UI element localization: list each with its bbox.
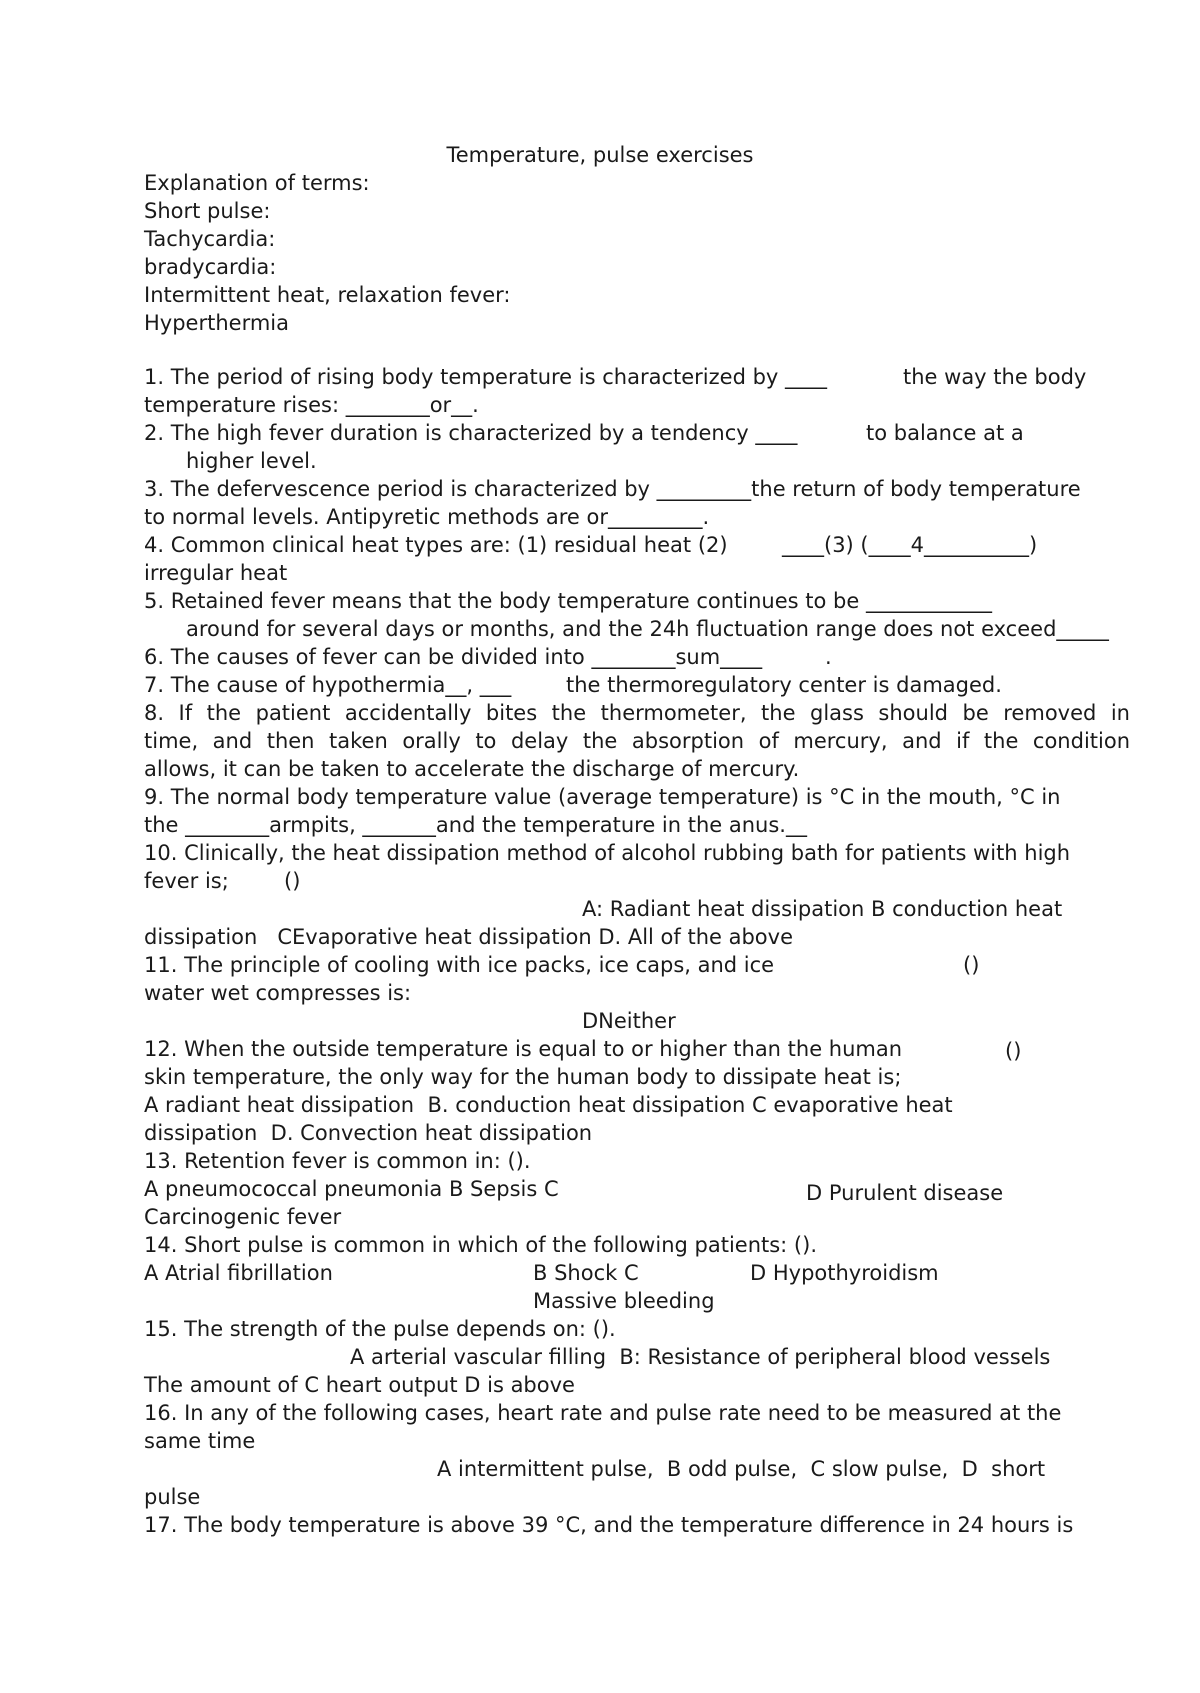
- term-hyperthermia: Hyperthermia: [144, 311, 289, 335]
- q12-options-1: A radiant heat dissipation B. conduction heat dissipation C evaporative heat: [144, 1093, 953, 1117]
- q8-line-3: allows, it can be taken to accelerate the discharge of mercury.: [144, 757, 800, 781]
- q7-line-1-tail: the thermoregulatory center is damaged.: [566, 673, 1002, 697]
- q16-options-1: A intermittent pulse, B odd pulse, C slow pulse, D short: [437, 1457, 1046, 1481]
- q11-option-d: DNeither: [582, 1009, 676, 1033]
- q13-option-d: D Purulent disease: [806, 1181, 1004, 1205]
- q10-line-2: fever is;: [144, 869, 229, 893]
- q6-line-1: 6. The causes of fever can be divided into ________sum____: [144, 645, 763, 669]
- q5-line-2: around for several days or months, and the 24h fluctuation range does not exceed_____: [186, 617, 1109, 641]
- q14-option-d: D Hypothyroidism: [750, 1261, 939, 1285]
- term-intermittent-heat: Intermittent heat, relaxation fever:: [144, 283, 511, 307]
- term-bradycardia: bradycardia:: [144, 255, 277, 279]
- q8-line-1: 8. If the patient accidentally bites the thermometer, the glass should be removed in: [144, 701, 1130, 725]
- q10-answer-blank: (): [284, 869, 301, 893]
- q5-line-1: 5. Retained fever means that the body temperature continues to be ____________: [144, 589, 992, 613]
- q7-line-1: 7. The cause of hypothermia__, ___: [144, 673, 512, 697]
- q16-line-1: 16. In any of the following cases, heart rate and pulse rate need to be measured at the: [144, 1401, 1062, 1425]
- q16-options-2: pulse: [144, 1485, 201, 1509]
- term-short-pulse: Short pulse:: [144, 199, 271, 223]
- q11-line-2: water wet compresses is:: [144, 981, 412, 1005]
- q4-line-1-tail: ____(3) (____4__________): [782, 533, 1038, 557]
- terms-heading: Explanation of terms:: [144, 171, 370, 195]
- q13-options-1: A pneumococcal pneumonia B Sepsis C: [144, 1177, 559, 1201]
- page-title: Temperature, pulse exercises: [446, 143, 754, 167]
- q10-options-1: A: Radiant heat dissipation B conduction heat: [582, 897, 1063, 921]
- q13-options-2: Carcinogenic fever: [144, 1205, 342, 1229]
- q2-line-1: 2. The high fever duration is characterized by a tendency ____: [144, 421, 798, 445]
- q13-line-1: 13. Retention fever is common in: ().: [144, 1149, 531, 1173]
- q16-line-2: same time: [144, 1429, 256, 1453]
- q8-line-2: time, and then taken orally to delay the absorption of mercury, and if the condition: [144, 729, 1130, 753]
- q3-line-2: to normal levels. Antipyretic methods are or_________.: [144, 505, 710, 529]
- q1-line-1-tail: the way the body: [903, 365, 1087, 389]
- q4-line-1: 4. Common clinical heat types are: (1) residual heat (2): [144, 533, 728, 557]
- q14-option-a: A Atrial fibrillation: [144, 1261, 333, 1285]
- term-tachycardia: Tachycardia:: [144, 227, 276, 251]
- q4-line-2: irregular heat: [144, 561, 288, 585]
- q12-answer-blank: (): [1005, 1039, 1022, 1063]
- q9-line-1: 9. The normal body temperature value (average temperature) is °C in the mouth, °C in: [144, 785, 1061, 809]
- q12-options-2: dissipation D. Convection heat dissipation: [144, 1121, 593, 1145]
- q12-line-2: skin temperature, the only way for the human body to dissipate heat is;: [144, 1065, 902, 1089]
- q17-line-1: 17. The body temperature is above 39 °C, and the temperature difference in 24 hours is: [144, 1513, 1074, 1537]
- q12-line-1: 12. When the outside temperature is equal to or higher than the human: [144, 1037, 903, 1061]
- q9-line-2: the ________armpits, _______and the temperature in the anus.__: [144, 813, 807, 837]
- q14-option-c-cont: Massive bleeding: [533, 1289, 715, 1313]
- q10-options-2: dissipation CEvaporative heat dissipation D. All of the above: [144, 925, 794, 949]
- q11-answer-blank: (): [963, 953, 980, 977]
- q2-line-1-tail: to balance at a: [866, 421, 1024, 445]
- q15-options-1: A arterial vascular filling B: Resistance of peripheral blood vessels: [350, 1345, 1051, 1369]
- q2-line-2: higher level.: [186, 449, 317, 473]
- q15-options-2: The amount of C heart output D is above: [144, 1373, 575, 1397]
- q6-line-1-tail: .: [825, 645, 832, 669]
- q3-line-1: 3. The defervescence period is characterized by _________the return of body temperature: [144, 477, 1081, 501]
- q10-line-1: 10. Clinically, the heat dissipation method of alcohol rubbing bath for patients with high: [144, 841, 1071, 865]
- q11-line-1: 11. The principle of cooling with ice packs, ice caps, and ice: [144, 953, 775, 977]
- q1-line-1: 1. The period of rising body temperature is characterized by ____: [144, 365, 828, 389]
- q14-option-bc: B Shock C: [533, 1261, 639, 1285]
- q1-line-2: temperature rises: ________or__.: [144, 393, 479, 417]
- q14-line-1: 14. Short pulse is common in which of the following patients: ().: [144, 1233, 817, 1257]
- q15-line-1: 15. The strength of the pulse depends on: ().: [144, 1317, 616, 1341]
